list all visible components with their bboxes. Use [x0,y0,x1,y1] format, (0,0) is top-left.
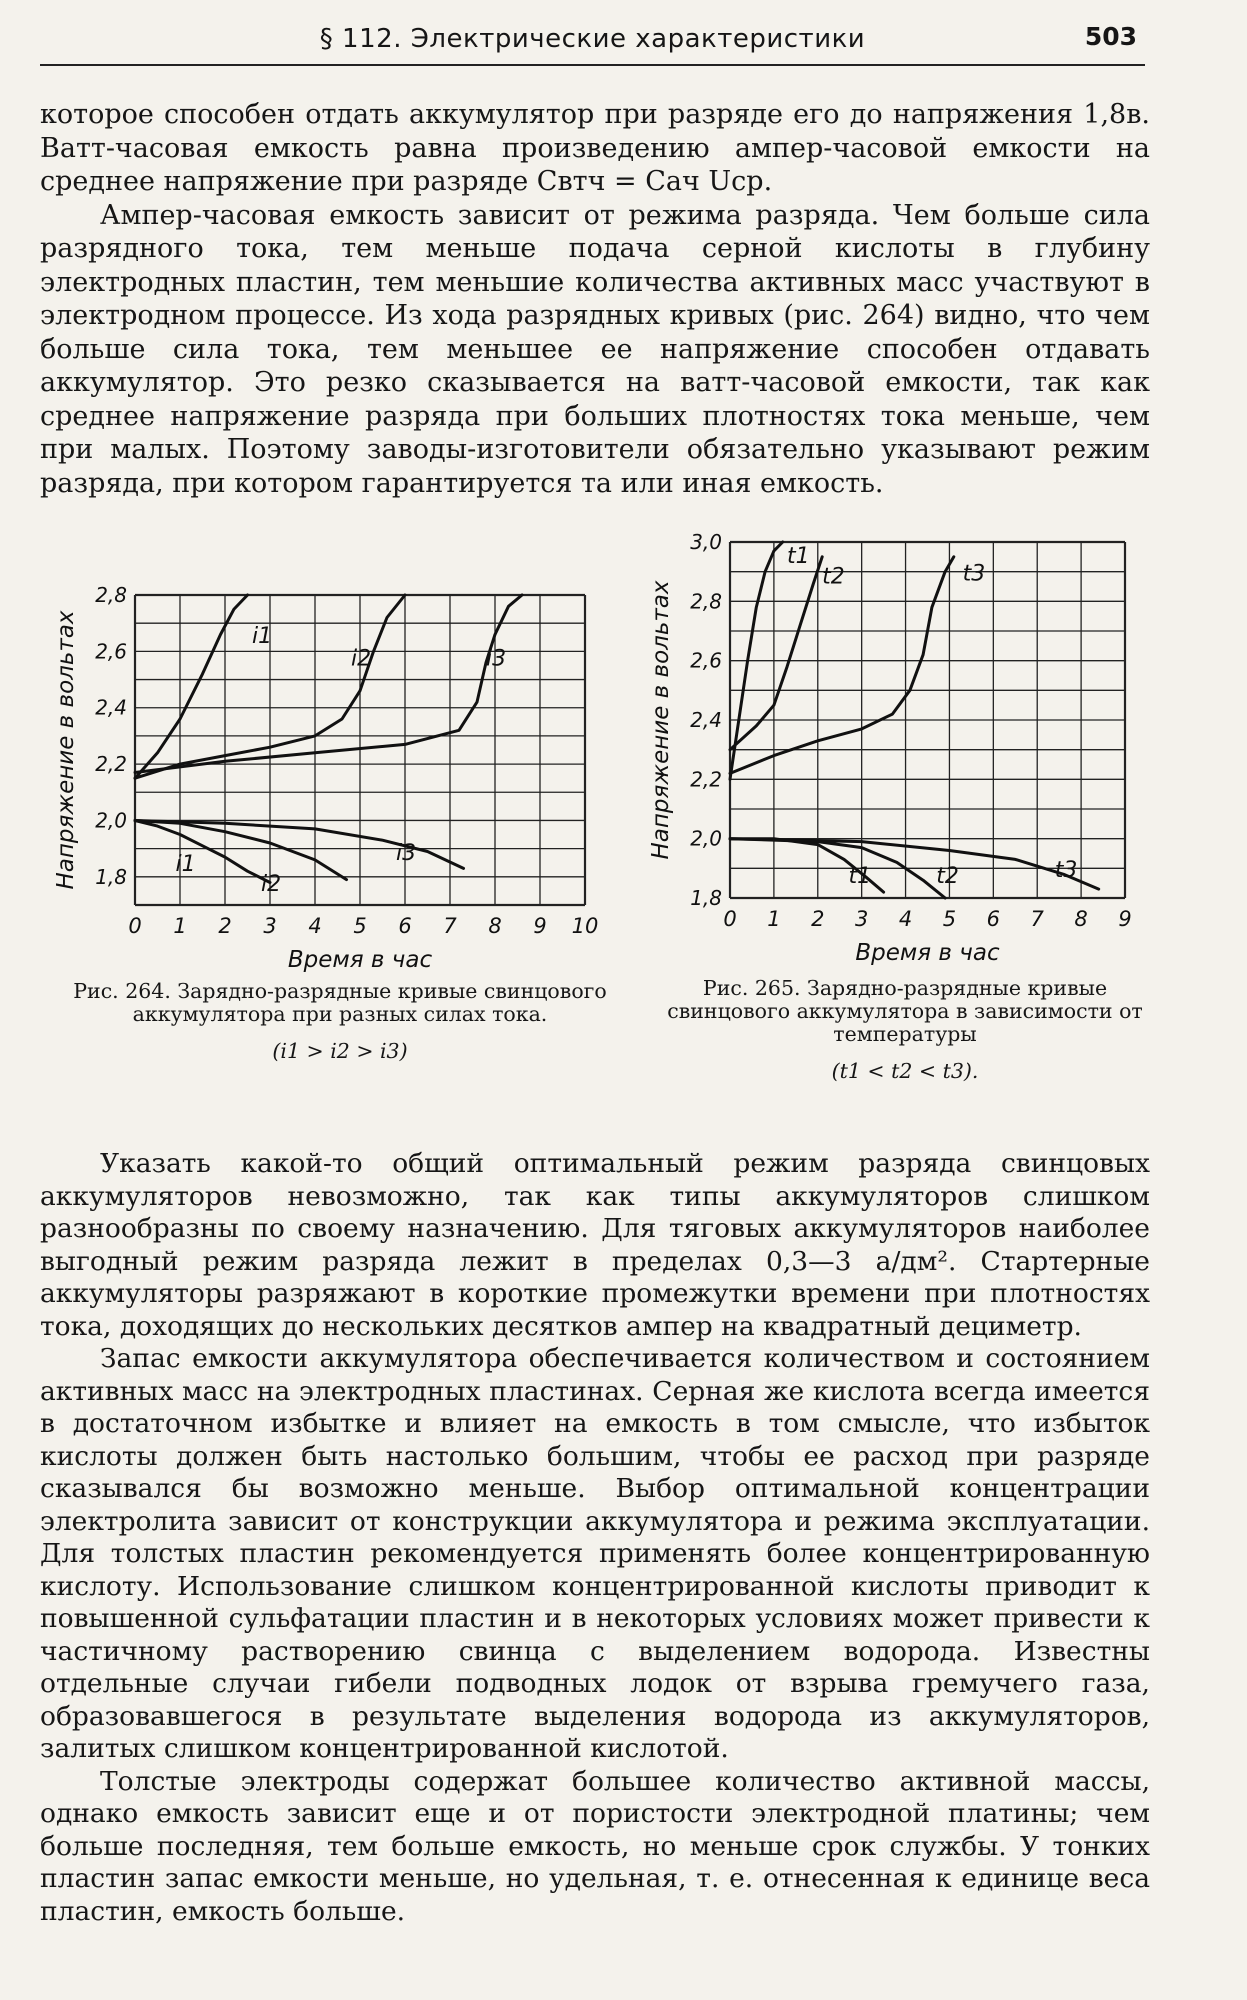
x-tick-label: 3 [263,914,277,938]
x-tick-label: 9 [533,914,547,938]
paragraph: Запас емкости аккумулятора обеспечивается количеством и состоянием активных масс на электродных пластинах. Серная же кислота всегда имеется в достаточном избытке и влияет на емкость в том смысле, что избыток кислоты должен быть настолько большим, чтобы ее расход при разряде сказывался бы возможно меньше. Выбор оптимальной концентрации электролита зависит от конструкции аккумулятора и режима эксплуатации. Для толстых пластин рекомендуется применять более концентрированную кислоту. Использование слишком концентрированной кислоты приводит к повышенной сульфатации пластин и в некоторых условиях может привести к частичному растворению свинца с выделением водорода. Известны отдельные случаи гибели подводных лодок от взрыва гремучего газа, образовавшегося в результате выделения водорода из аккумуляторов, залитых слишком концентрированной кислотой. [40,1343,1150,1764]
figure-265-caption [660,977,1150,1083]
x-tick-label: 6 [398,914,412,938]
figure-264-svg [40,560,600,980]
figure-264-chart [40,560,600,980]
y-tick-label: 2,6 [95,639,127,664]
x-tick-label: 5 [353,914,367,938]
y-axis-label: Напряжение в вольтах [648,580,674,860]
figure-265-svg [650,530,1170,970]
y-tick-label: 2,2 [690,767,722,792]
curve-label-t2: t2 [822,564,845,590]
x-tick-label: 7 [443,914,457,938]
x-axis-label: Время в час [855,940,1000,966]
x-axis-label: Время в час [287,947,433,973]
series-line-charge-i3 [135,595,522,773]
y-tick-label: 2,0 [690,826,722,851]
paragraph: которое способен отдать аккумулятор при разряде его до напряжения 1,8в. Ватт-часовая емкость равна произведению ампер-часовой емкости на среднее напряжение при разряде Cвтч = Cач Uср. [40,99,1150,197]
x-tick-label: 0 [128,914,142,938]
y-tick-label: 2,0 [95,808,127,833]
curve-label-i2: i2 [351,646,372,672]
x-tick-label: 8 [1074,907,1088,931]
x-tick-label: 1 [767,907,781,931]
x-tick-label: 9 [1118,907,1132,931]
x-tick-label: 5 [942,907,957,931]
curve-label-i2: i2 [261,871,282,897]
y-tick-label: 2,4 [690,708,722,732]
paragraph: Ампер-часовая емкость зависит от режима разряда. Чем больше сила разрядного тока, тем меньше подача серной кислоты в глубину электродных пластин, тем меньшие количества активных масс участвуют в электродном процессе. Из хода разрядных кривых (рис. 264) видно, что чем больше сила тока, тем меньшее ее напряжение способен отдавать аккумулятор. Это резко сказывается на ватт-часовой емкости, так как среднее напряжение разряда при больших плотностях тока меньше, чем при малых. Поэтому заводы-изготовители обязательно указывают режим разряда, при котором гарантируется та или иная емкость. [40,199,1150,499]
series-line-charge-t2 [730,557,822,750]
caption-relation: (t1 < t2 < t3). [831,1059,979,1083]
x-tick-label: 8 [488,914,502,938]
x-tick-label: 4 [308,914,322,938]
text-block-bottom [40,1148,1150,1928]
x-tick-label: 10 [571,914,599,938]
running-header [40,20,1145,66]
y-tick-label: 2,8 [690,589,722,614]
x-tick-label: 1 [173,914,187,938]
y-axis-label: Напряжение в вольтах [53,610,79,890]
curve-label-t3: t3 [962,561,986,587]
page-number: 503 [1084,22,1137,51]
curve-label-i3: i3 [396,840,417,866]
x-tick-label: 2 [218,914,232,938]
figure-265-chart [650,530,1170,970]
section-title: § 112. Электрические характеристики [319,24,866,54]
x-tick-label: 0 [723,907,737,931]
curve-label-i1: i1 [252,623,273,649]
text-block-top [40,98,1150,500]
y-tick-label: 1,8 [95,864,127,889]
y-tick-label: 1,8 [690,886,722,910]
curve-label-t1: t1 [848,864,872,890]
paragraph: Указать какой-то общий оптимальный режим разряда свинцовых аккумуляторов невозможно, так как типы аккумуляторов слишком разнообразны по своему назначению. Для тяговых аккумуляторов наиболее выгодный режим разряда лежит в пределах 0,3—3 а/дм². Стартерные аккумуляторы разряжают в короткие промежутки времени при плотностях тока, доходящих до нескольких десятков ампер на квадратный дециметр. [40,1148,1150,1342]
caption-text: Рис. 264. Зарядно-разрядные кривые свинцового аккумулятора при разных силах тока. [73,979,607,1026]
y-tick-label: 2,2 [95,752,127,777]
series-line-discharge-t3 [730,839,1099,889]
curve-label-t1: t1 [787,543,810,569]
series-line-discharge-i1 [135,821,270,883]
y-tick-label: 2,4 [95,695,127,720]
x-tick-label: 3 [854,907,869,931]
caption-text: Рис. 265. Зарядно-разрядные кривые свинцового аккумулятора в зависимости от температуры [667,976,1143,1046]
curve-label-i1: i1 [175,852,196,878]
x-tick-label: 2 [811,907,825,931]
curve-label-t3: t3 [1054,858,1078,884]
y-tick-label: 2,6 [690,648,722,673]
x-tick-label: 7 [1030,907,1044,931]
y-tick-label: 3,0 [690,530,722,554]
curve-label-i3: i3 [486,646,507,672]
curve-label-t2: t2 [936,864,959,890]
figure-264-caption [70,980,610,1063]
y-tick-label: 2,8 [95,583,127,607]
caption-relation: (i1 > i2 > i3) [272,1039,408,1063]
x-tick-label: 6 [986,907,1001,931]
paragraph: Толстые электроды содержат большее количество активной массы, однако емкость зависит еще и от пористости электродной платины; чем больше последняя, тем больше емкость, но меньше срок службы. У тонких пластин запас емкости меньше, но удельная, т. е. отнесенная к единице веса пластин, емкость больше. [40,1765,1150,1927]
x-tick-label: 4 [898,907,913,931]
series-line-charge-i1 [135,595,248,778]
